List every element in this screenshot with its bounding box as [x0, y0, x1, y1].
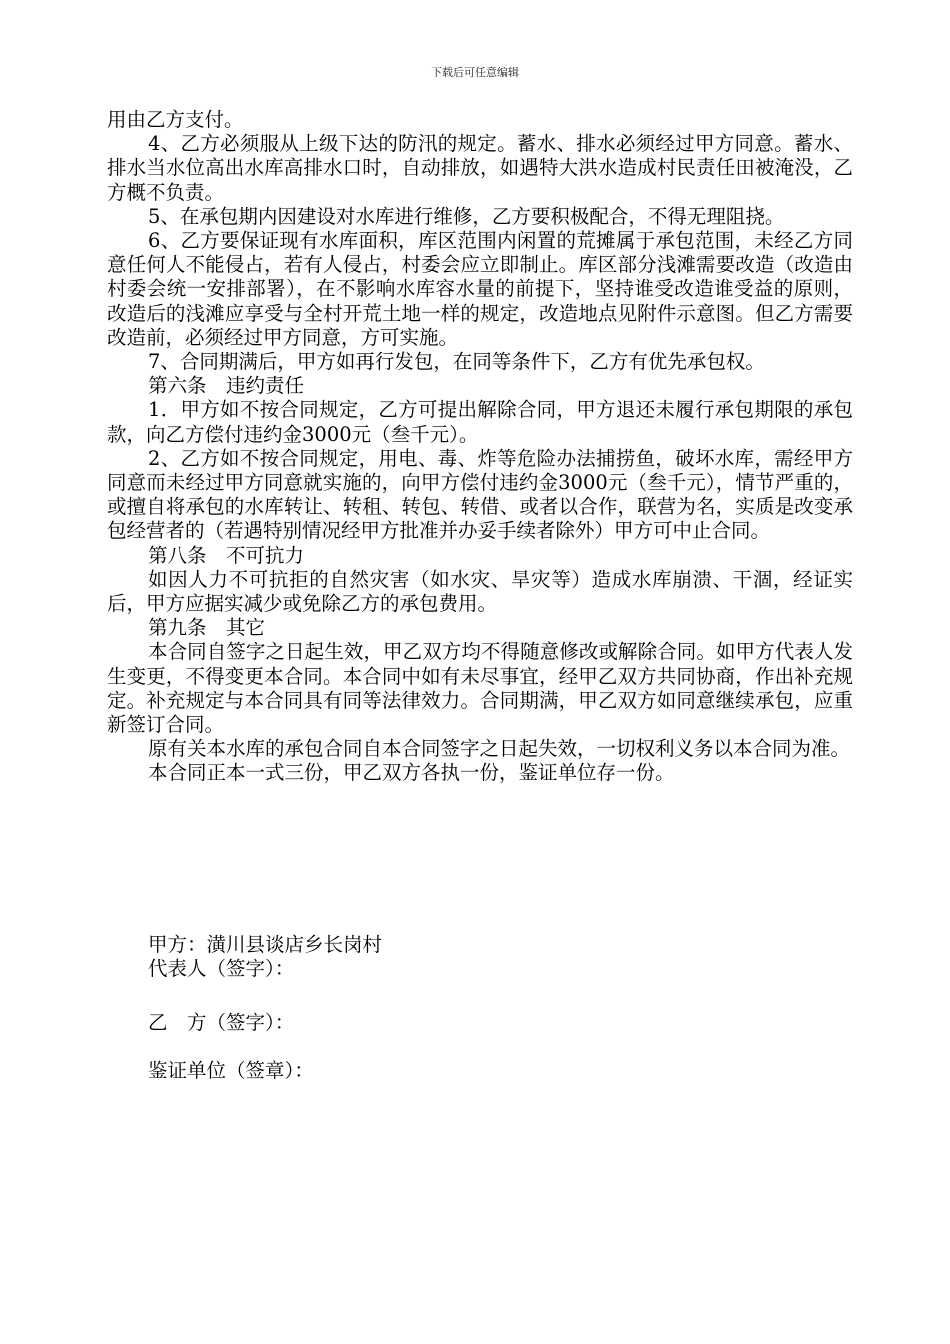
party-a-line: 甲方：潢川县谈店乡长岗村 [148, 933, 383, 956]
paragraph-force-majeure: 如因人力不可抗拒的自然灾害（如水灾、旱灾等）造成水库崩溃、干涸，经证实后，甲方应据实减少或免除乙方的承包费用。 [107, 567, 853, 616]
signature-party-b-block [148, 1011, 748, 1035]
signature-party-a-block [148, 933, 748, 981]
header-note: 下载后可任意编辑 [431, 66, 519, 79]
paragraph-prior-contract: 原有关本水库的承包合同自本合同签字之日起失效，一切权利义务以本合同为准。 [148, 737, 851, 761]
paragraph-copies: 本合同正本一式三份，甲乙双方各执一份，鉴证单位存一份。 [148, 761, 675, 785]
paragraph-clause-4: 4、乙方必须服从上级下达的防汛的规定。蓄水、排水必须经过甲方同意。蓄水、排水当水位高出水库高排水口时，自动排放，如遇特大洪水造成村民责任田被淹没，乙方概不负责。 [107, 132, 853, 204]
section-heading-article-8: 第八条 不可抗力 [148, 543, 305, 567]
contract-body [107, 108, 853, 786]
representative-line: 代表人（签字）： [148, 957, 295, 980]
witness-line: 鉴证单位（签章）： [148, 1059, 314, 1082]
section-heading-article-9: 第九条 其它 [148, 616, 266, 640]
signature-witness-block [148, 1059, 748, 1083]
paragraph-clause-5: 5、在承包期内因建设对水库进行维修，乙方要积极配合，不得无理阻挠。 [148, 204, 785, 228]
paragraph-effect: 本合同自签字之日起生效，甲乙双方均不得随意修改或解除合同。如甲方代表人发生变更，不得变更本合同。本合同中如有未尽事宜，经甲乙双方共同协商，作出补充规定。补充规定与本合同具有同等法律效力。合同期满，甲乙双方如同意继续承包，应重新签订合同。 [107, 640, 853, 737]
paragraph-breach-2: 2、乙方如不按合同规定，用电、毒、炸等危险办法捕捞鱼，破坏水库，需经甲方同意而未经过甲方同意就实施的，向甲方偿付违约金3000元（叁千元），情节严重的，或擅自将承包的水库转让、转租、转包、转借、或者以合作，联营为名，实质是改变承包经营者的（若遇特别情况经甲方批准并办妥手续者除外）甲方可中止合同。 [107, 446, 853, 543]
section-heading-article-6: 第六条 违约责任 [148, 374, 305, 398]
paragraph-continuation: 用由乙方支付。 [107, 108, 244, 131]
paragraph-breach-1: 1．甲方如不按合同规定，乙方可提出解除合同，甲方退还未履行承包期限的承包款，向乙方偿付违约金3000元（叁千元）。 [107, 398, 853, 446]
paragraph-clause-6: 6、乙方要保证现有水库面积，库区范围内闲置的荒摊属于承包范围，未经乙方同意任何人不能侵占，若有人侵占，村委会应立即制止。库区部分浅滩需要改造（改造由村委会统一安排部署），在不影响水库容水量的前提下，坚持谁受改造谁受益的原则，改造后的浅滩应享受与全村开荒土地一样的规定，改造地点见附件示意图。但乙方需要改造前，必须经过甲方同意，方可实施。 [107, 229, 853, 349]
paragraph-clause-7: 7、合同期满后，甲方如再行发包，在同等条件下，乙方有优先承包权。 [148, 350, 765, 374]
party-b-line: 乙 方（签字）： [148, 1011, 295, 1034]
